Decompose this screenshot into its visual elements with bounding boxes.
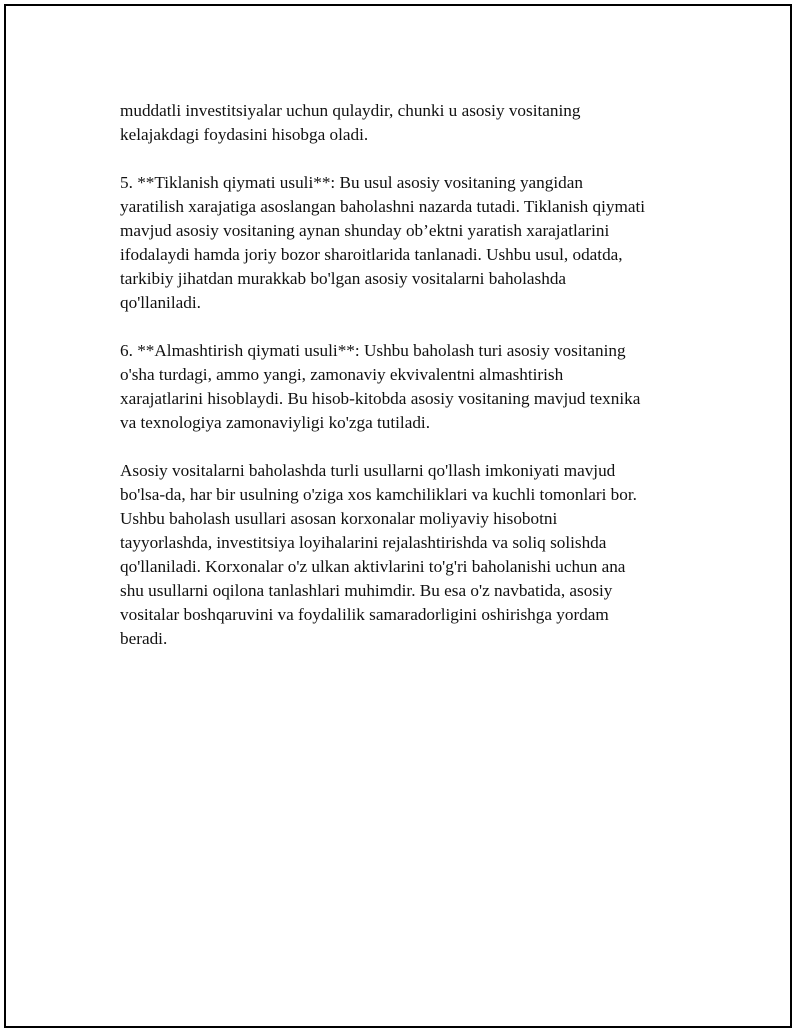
paragraph-continuation	[120, 99, 700, 147]
text-line: 5. **Tiklanish qiymati usuli**: Bu usul asosiy vositaning yangidan	[120, 173, 583, 192]
text-line: tarkibiy jihatdan murakkab bo'lgan asosiy vositalarni baholashda	[120, 269, 567, 288]
text-line: va texnologiya zamonaviyligi ko'zga tutiladi.	[120, 413, 431, 432]
text-line: o'sha turdagi, ammo yangi, zamonaviy ekvivalentni almashtirish	[120, 365, 564, 384]
text-line: kelajakdagi foydasini hisobga oladi.	[120, 125, 369, 144]
text-line: vositalar boshqaruvini va foydalilik samaradorligini oshirishga yordam	[120, 605, 609, 624]
text-line: ifodalaydi hamda joriy bozor sharoitlarida tanlanadi. Ushbu usul, odatda,	[120, 245, 623, 264]
page-frame	[4, 4, 792, 1028]
text-line: yaratilish xarajatiga asoslangan baholashni nazarda tutadi. Tiklanish qiymati	[120, 197, 646, 216]
page-body	[120, 99, 700, 675]
text-line: 6. **Almashtirish qiymati usuli**: Ushbu baholash turi asosiy vositaning	[120, 341, 626, 360]
text-line: shu usullarni oqilona tanlashlari muhimdir. Bu esa o'z navbatida, asosiy	[120, 581, 613, 600]
text-line: muddatli investitsiyalar uchun qulaydir, chunki u asosiy vositaning	[120, 101, 581, 120]
text-line: bo'lsa-da, har bir usulning o'ziga xos kamchiliklari va kuchli tomonlari bor.	[120, 485, 637, 504]
paragraph-conclusion	[120, 459, 700, 651]
paragraph-item-5	[120, 171, 700, 315]
text-line: Ushbu baholash usullari asosan korxonalar moliyaviy hisobotni	[120, 509, 558, 528]
text-line: xarajatlarini hisoblaydi. Bu hisob-kitobda asosiy vositaning mavjud texnika	[120, 389, 641, 408]
paragraph-item-6	[120, 339, 700, 435]
text-line: Asosiy vositalarni baholashda turli usullarni qo'llash imkoniyati mavjud	[120, 461, 616, 480]
text-line: qo'llaniladi.	[120, 293, 201, 312]
text-line: mavjud asosiy vositaning aynan shunday ob’ektni yaratish xarajatlarini	[120, 221, 610, 240]
text-line: qo'llaniladi. Korxonalar o'z ulkan aktivlarini to'g'ri baholanishi uchun ana	[120, 557, 626, 576]
text-line: tayyorlashda, investitsiya loyihalarini rejalashtirishda va soliq solishda	[120, 533, 607, 552]
text-line: beradi.	[120, 629, 168, 648]
